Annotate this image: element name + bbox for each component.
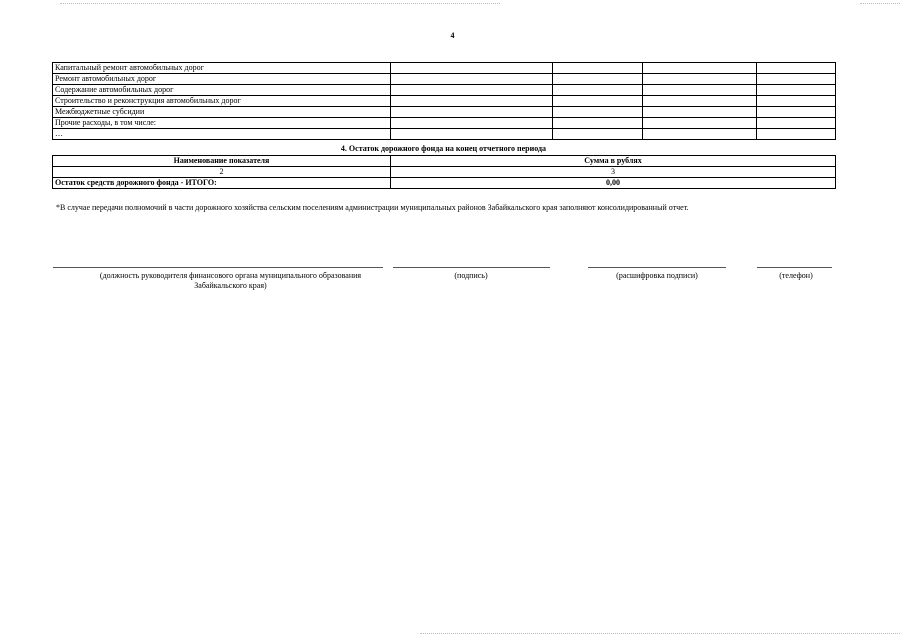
position-signature-line [53, 267, 383, 268]
balance-header-row [53, 156, 836, 167]
signature-caption: (подпись) [454, 271, 488, 280]
col-sum-header: Сумма в рублях [391, 156, 836, 167]
signature-line [393, 267, 550, 268]
decoding-signature-line [588, 267, 726, 268]
expense-row-value-cell [757, 107, 836, 118]
expense-row [53, 74, 836, 85]
balance-total-row [53, 178, 836, 189]
expense-row-value-cell [391, 96, 553, 107]
balance-number-row [53, 167, 836, 178]
expense-row-value-cell [553, 107, 643, 118]
total-value: 0,00 [391, 178, 836, 189]
expense-row-value-cell [391, 129, 553, 140]
expense-row-value-cell [553, 74, 643, 85]
expense-row-value-cell [391, 85, 553, 96]
total-label: Остаток средств дорожного фонда - ИТОГО: [53, 178, 391, 189]
expense-row-label: Прочие расходы, в том числе: [53, 118, 391, 129]
scan-noise-bottom [420, 633, 900, 635]
expense-row-value-cell [757, 74, 836, 85]
phone-caption: (телефон) [779, 271, 813, 280]
expense-row-value-cell [553, 118, 643, 129]
page-number: 4 [450, 31, 455, 40]
footnote: *В случае передачи полномочий в части дорожного хозяйства сельским поселениям администрации муниципальных районов Забайкальского края заполняют консолидированный отчет. [56, 203, 689, 212]
expense-row-value-cell [553, 85, 643, 96]
expense-row-value-cell [391, 63, 553, 74]
expense-row-value-cell [757, 118, 836, 129]
expense-row-value-cell [553, 129, 643, 140]
expense-row [53, 85, 836, 96]
expense-row-value-cell [643, 107, 757, 118]
expense-row-label: Строительство и реконструкция автомобильных дорог [53, 96, 391, 107]
expense-table [52, 62, 836, 140]
expense-row [53, 96, 836, 107]
expense-row-value-cell [553, 96, 643, 107]
expense-row [53, 107, 836, 118]
expense-row-label: Капитальный ремонт автомобильных дорог [53, 63, 391, 74]
expense-row-value-cell [757, 129, 836, 140]
expense-row-label: Содержание автомобильных дорог [53, 85, 391, 96]
expense-row-value-cell [643, 74, 757, 85]
expense-row-value-cell [391, 74, 553, 85]
expense-row-value-cell [391, 107, 553, 118]
col-name-header: Наименование показателя [53, 156, 391, 167]
expense-row-value-cell [643, 85, 757, 96]
decoding-caption: (расшифровка подписи) [616, 271, 698, 280]
expense-row-value-cell [391, 118, 553, 129]
expense-row [53, 129, 836, 140]
section-4-title: 4. Остаток дорожного фонда на конец отчетного периода [340, 144, 547, 153]
expense-row-value-cell [757, 96, 836, 107]
expense-row-value-cell [553, 63, 643, 74]
balance-table [52, 155, 836, 189]
position-caption-line1: (должность руководителя финансового органа муниципального образования [99, 271, 362, 280]
expense-row-label: Ремонт автомобильных дорог [53, 74, 391, 85]
expense-row-value-cell [757, 63, 836, 74]
col-name-number: 2 [53, 167, 391, 178]
col-sum-number: 3 [391, 167, 836, 178]
expense-row [53, 63, 836, 74]
expense-row-value-cell [757, 85, 836, 96]
expense-row-value-cell [643, 63, 757, 74]
phone-signature-line [757, 267, 832, 268]
position-caption [53, 271, 408, 291]
expense-row-label: Межбюджетные субсидии [53, 107, 391, 118]
expense-row [53, 118, 836, 129]
expense-row-label: … [53, 129, 391, 140]
position-caption-line2: Забайкальского края) [194, 281, 267, 290]
expense-row-value-cell [643, 118, 757, 129]
scan-noise-top [60, 3, 500, 5]
expense-row-value-cell [643, 96, 757, 107]
scan-noise-top-right [860, 3, 900, 5]
expense-row-value-cell [643, 129, 757, 140]
